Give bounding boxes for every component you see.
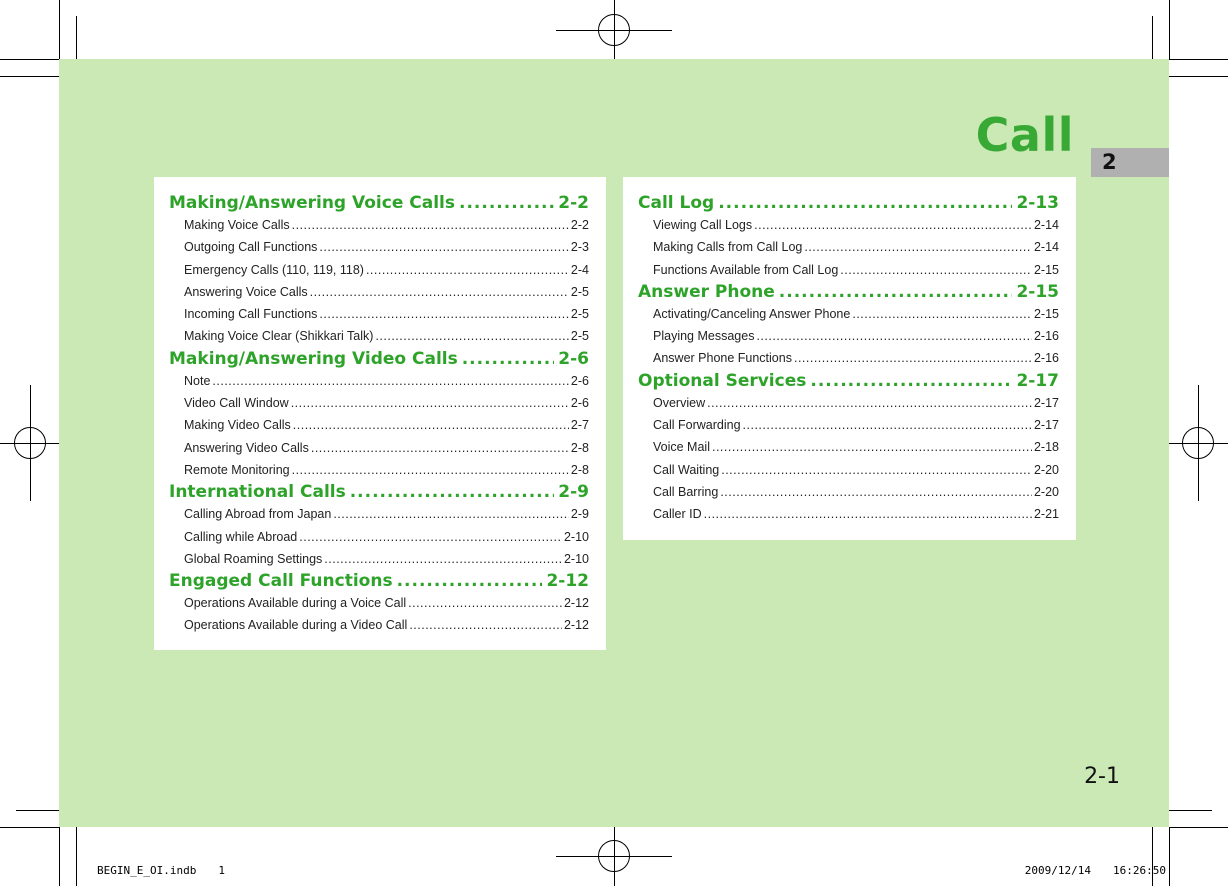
toc-section-page: 2-15 (1016, 281, 1059, 302)
toc-entry-label: Remote Monitoring (184, 462, 290, 477)
toc-entry-page: 2-20 (1033, 484, 1059, 499)
toc-leader-dots (718, 192, 1012, 214)
toc-entry[interactable] (653, 503, 1059, 525)
toc-entry[interactable] (184, 614, 589, 636)
toc-leader-dots (810, 370, 1012, 392)
toc-entry-page: 2-5 (570, 329, 589, 344)
toc-entry[interactable] (184, 414, 589, 436)
toc-entry-page: 2-16 (1033, 351, 1059, 366)
toc-leader-dots (704, 503, 1032, 525)
toc-entry-page: 2-17 (1033, 395, 1059, 410)
toc-left-column (154, 177, 606, 650)
toc-leader-dots (721, 459, 1032, 481)
registration-mark (14, 427, 46, 459)
toc-entry[interactable] (184, 503, 589, 525)
toc-entry[interactable] (184, 370, 589, 392)
toc-section-page: 2-6 (558, 348, 589, 369)
crop-mark (1169, 59, 1228, 60)
toc-entry-page: 2-12 (563, 618, 589, 633)
toc-entry[interactable] (653, 392, 1059, 414)
toc-entry-label: Operations Available during a Voice Call (184, 596, 407, 611)
toc-leader-dots (310, 281, 569, 303)
toc-entry-label: Voice Mail (653, 440, 710, 455)
toc-entry[interactable] (653, 303, 1059, 325)
toc-entry-label: Call Barring (653, 484, 719, 499)
toc-entry-label: Outgoing Call Functions (184, 240, 318, 255)
toc-entry-label: Making Calls from Call Log (653, 240, 803, 255)
toc-entry-label: Calling while Abroad (184, 529, 298, 544)
slug-file: BEGIN_E_OI.indb 1 (97, 864, 225, 877)
toc-section-page: 2-9 (558, 482, 589, 503)
toc-entry-page: 2-6 (570, 373, 589, 388)
page-number: 2-1 (1084, 764, 1120, 789)
toc-entry-page: 2-10 (563, 529, 589, 544)
toc-entry-label: Emergency Calls (110, 119, 118) (184, 262, 364, 277)
toc-section-title: Answer Phone (638, 281, 775, 302)
toc-entry[interactable] (184, 526, 589, 548)
toc-leader-dots (804, 236, 1032, 258)
toc-section-heading[interactable] (169, 348, 589, 370)
toc-leader-dots (840, 259, 1032, 281)
toc-entry-label: Answering Video Calls (184, 440, 309, 455)
toc-entry-page: 2-3 (570, 240, 589, 255)
toc-section-heading[interactable] (169, 570, 589, 592)
toc-leader-dots (720, 481, 1032, 503)
registration-mark (1182, 427, 1214, 459)
toc-leader-dots (319, 236, 569, 258)
crop-mark (0, 59, 59, 60)
toc-leader-dots (794, 347, 1032, 369)
toc-section-page: 2-2 (558, 193, 589, 213)
chapter-tab: 2 (1091, 148, 1169, 177)
crop-mark (0, 827, 59, 828)
toc-entry-label: Answer Phone Functions (653, 351, 792, 366)
crop-mark (1169, 827, 1228, 828)
toc-entry-label: Activating/Canceling Answer Phone (653, 306, 851, 321)
toc-leader-dots (291, 392, 569, 414)
toc-leader-dots (712, 436, 1032, 458)
slug-timestamp: 2009/12/14 16:26:50 (1024, 864, 1166, 877)
toc-section-title: Making/Answering Video Calls (169, 348, 458, 369)
toc-entry-page: 2-20 (1033, 462, 1059, 477)
toc-entry-label: Video Call Window (184, 396, 289, 411)
chapter-title: Call (975, 108, 1074, 162)
toc-entry-label: Global Roaming Settings (184, 551, 323, 566)
toc-entry-page: 2-17 (1033, 418, 1059, 433)
toc-entry-page: 2-15 (1033, 262, 1059, 277)
toc-entry[interactable] (653, 236, 1059, 258)
toc-section-title: Engaged Call Functions (169, 571, 393, 592)
toc-entry-page: 2-9 (570, 507, 589, 522)
toc-section-heading[interactable] (638, 370, 1059, 392)
toc-entry-page: 2-18 (1033, 440, 1059, 455)
toc-entry[interactable] (184, 214, 589, 236)
toc-entry-page: 2-12 (563, 596, 589, 611)
toc-section-heading[interactable] (169, 192, 589, 214)
crop-mark (1169, 827, 1170, 886)
toc-entry-page: 2-4 (570, 262, 589, 277)
toc-leader-dots (350, 481, 555, 503)
toc-entry-page: 2-8 (570, 440, 589, 455)
toc-entry-page: 2-21 (1033, 507, 1059, 522)
toc-entry[interactable] (184, 392, 589, 414)
toc-leader-dots (299, 526, 562, 548)
toc-entry-page: 2-6 (570, 396, 589, 411)
toc-entry-label: Answering Voice Calls (184, 284, 308, 299)
toc-entry-label: Making Voice Calls (184, 218, 290, 232)
toc-leader-dots (212, 370, 569, 392)
toc-entry-page: 2-8 (570, 462, 589, 477)
toc-entry[interactable] (653, 414, 1059, 436)
toc-leader-dots (375, 325, 568, 347)
toc-leader-dots (852, 303, 1032, 325)
toc-section-page: 2-12 (546, 571, 589, 592)
toc-leader-dots (292, 214, 569, 236)
toc-leader-dots (409, 614, 562, 636)
toc-entry-page: 2-7 (570, 418, 589, 433)
registration-mark (598, 840, 630, 872)
toc-leader-dots (366, 259, 569, 281)
toc-entry[interactable] (653, 481, 1059, 503)
toc-entry[interactable] (184, 236, 589, 258)
toc-entry[interactable] (184, 548, 589, 570)
toc-entry[interactable] (653, 259, 1059, 281)
toc-entry[interactable] (184, 459, 589, 481)
toc-entry-page: 2-5 (570, 307, 589, 322)
toc-entry-label: Note (184, 373, 211, 388)
toc-entry-page: 2-2 (570, 218, 589, 232)
toc-entry-page: 2-14 (1033, 218, 1059, 232)
toc-entry[interactable] (653, 347, 1059, 369)
toc-entry-page: 2-5 (570, 284, 589, 299)
toc-leader-dots (707, 392, 1032, 414)
toc-entry[interactable] (184, 259, 589, 281)
toc-entry[interactable] (653, 459, 1059, 481)
registration-mark (598, 14, 630, 46)
toc-entry[interactable] (184, 281, 589, 303)
crop-mark (16, 810, 59, 811)
toc-leader-dots (311, 437, 569, 459)
crop-mark (0, 76, 59, 77)
toc-right-column (623, 177, 1076, 540)
toc-entry[interactable] (184, 303, 589, 325)
toc-leader-dots (459, 192, 554, 214)
toc-entry[interactable] (653, 436, 1059, 458)
toc-entry-label: Playing Messages (653, 329, 755, 344)
toc-entry-label: Calling Abroad from Japan (184, 507, 332, 522)
toc-entry[interactable] (184, 325, 589, 347)
toc-entry-label: Functions Available from Call Log (653, 262, 839, 277)
toc-entry-label: Making Voice Clear (Shikkari Talk) (184, 329, 374, 344)
toc-section-heading[interactable] (169, 481, 589, 503)
toc-section-title: Call Log (638, 193, 715, 213)
toc-entry-page: 2-15 (1033, 306, 1059, 321)
crop-mark (59, 827, 60, 886)
toc-leader-dots (293, 414, 569, 436)
toc-section-page: 2-17 (1016, 370, 1059, 391)
toc-entry-page: 2-10 (563, 551, 589, 566)
toc-section-title: Optional Services (638, 370, 807, 391)
toc-entry-label: Call Forwarding (653, 418, 741, 433)
toc-section-heading[interactable] (638, 192, 1059, 214)
toc-leader-dots (743, 414, 1032, 436)
crop-mark (1152, 16, 1153, 59)
toc-entry-page: 2-14 (1033, 240, 1059, 255)
toc-section-title: Making/Answering Voice Calls (169, 193, 455, 213)
toc-leader-dots (292, 459, 569, 481)
toc-leader-dots (756, 325, 1032, 347)
toc-section-title: International Calls (169, 482, 346, 503)
toc-leader-dots (319, 303, 569, 325)
toc-entry-label: Making Video Calls (184, 418, 291, 433)
toc-leader-dots (462, 348, 555, 370)
toc-entry[interactable] (184, 592, 589, 614)
toc-leader-dots (779, 281, 1013, 303)
toc-entry-label: Overview (653, 395, 706, 410)
toc-leader-dots (754, 214, 1032, 236)
toc-leader-dots (408, 592, 562, 614)
toc-leader-dots (397, 570, 543, 592)
toc-entry-page: 2-16 (1033, 329, 1059, 344)
crop-mark (1169, 0, 1170, 59)
crop-mark (1169, 76, 1228, 77)
crop-mark (59, 0, 60, 59)
toc-entry[interactable] (653, 325, 1059, 347)
toc-leader-dots (324, 548, 562, 570)
crop-mark (76, 16, 77, 59)
toc-entry-label: Call Waiting (653, 462, 720, 477)
toc-entry-label: Viewing Call Logs (653, 218, 753, 232)
toc-entry-label: Incoming Call Functions (184, 307, 318, 322)
toc-entry[interactable] (184, 437, 589, 459)
toc-entry[interactable] (653, 214, 1059, 236)
toc-entry-label: Operations Available during a Video Call (184, 618, 408, 633)
crop-mark (76, 827, 77, 886)
toc-section-page: 2-13 (1016, 193, 1059, 213)
toc-entry-label: Caller ID (653, 507, 702, 522)
toc-section-heading[interactable] (638, 281, 1059, 303)
toc-leader-dots (333, 503, 569, 525)
crop-mark (1169, 810, 1212, 811)
